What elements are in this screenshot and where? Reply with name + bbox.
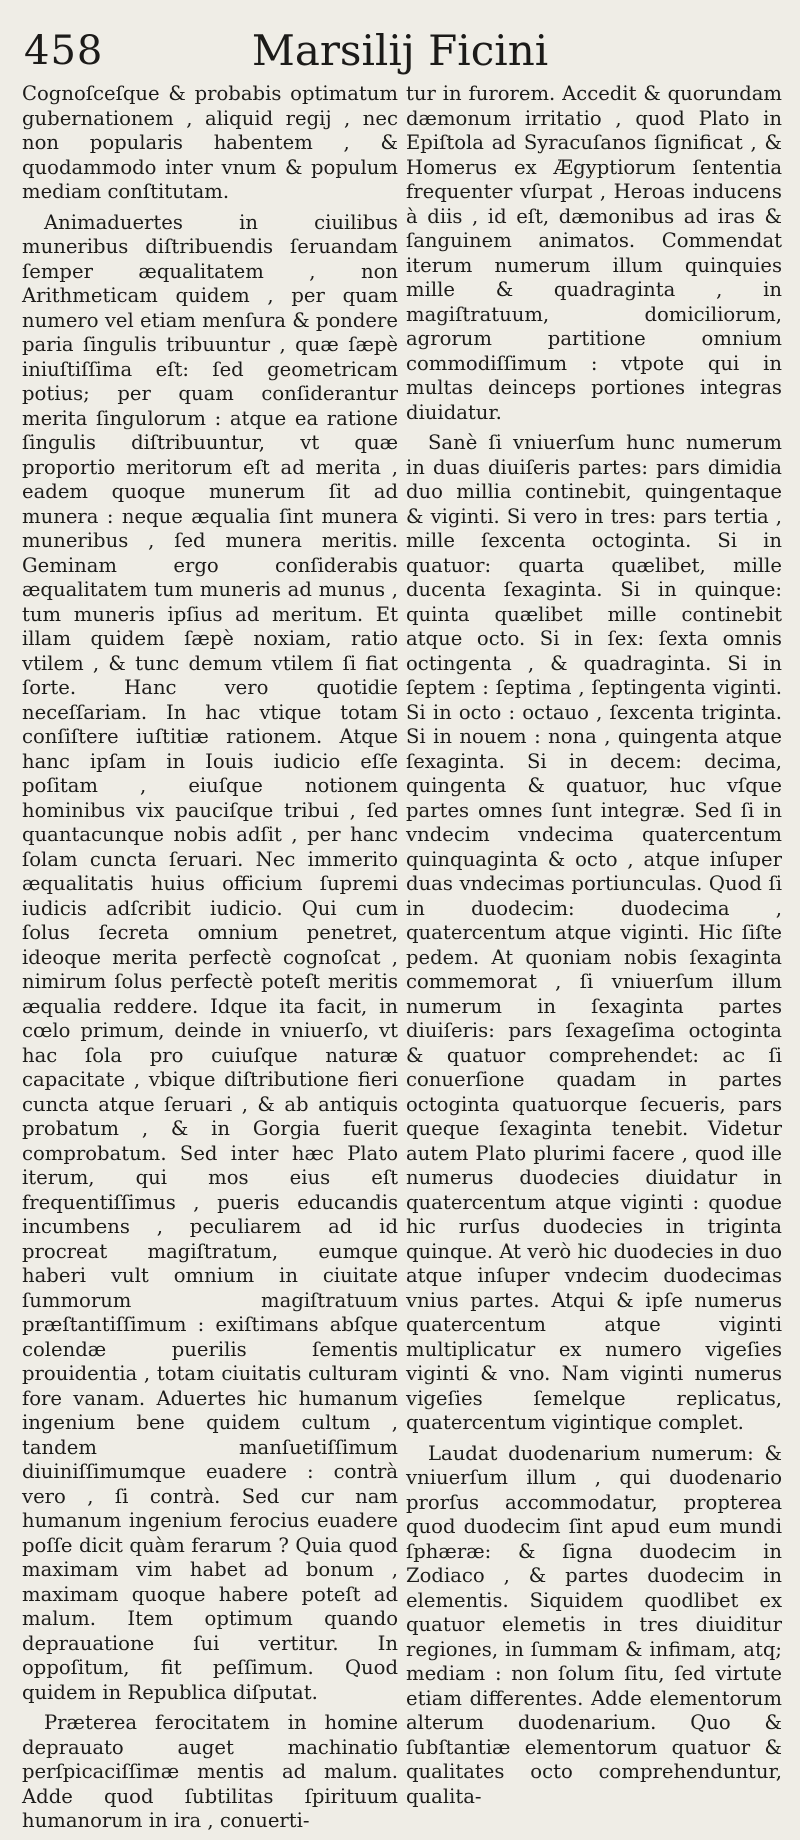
paragraph: Animaduertes in ciuilibus muneribus diſtribuendis ſeruandam ſemper æqualitatem , non Arithmeticam quidem , per quam numero vel etiam menſura & pondere paria ſingulis tribuuntur , quæ ſæpè iniuſtiſſima eſt: ſed geometricam potius; per quam conſiderantur merita ſingulorum : atque ea ratione ſingulis diſtribuuntur, vt quæ proportio meritorum eſt ad merita , eadem quoque munerum ſit ad munera : neque æqualia ſint munera muneribus , ſed munera meritis. Geminam ergo conſiderabis æqualitatem tum muneris ad munus , tum muneris ipſius ad meritum. Et illam quidem ſæpè noxiam, ratio vtilem , & tunc demum vtilem ſi fiat ſorte. Hanc vero quotidie neceſſariam. In hac vtique totam conſiſtere iuſtitiæ rationem. Atque hanc ipſam in Iouis iudicio eſſe poſitam , eiuſque notionem hominibus vix pauciſque tribui , ſed quantacunque nobis adſit , per hanc ſolam cuncta ſeruari. Nec immerito æqualitatis huius officium ſupremi iudicis adſcribit iudicio. Qui cum ſolus ſecreta omnium penetret, ideoque merita perfectè cognoſcat , nimirum ſolus perfectè poteſt meritis æqualia reddere. Idque ita facit, in cœlo primum, deinde in vniuerſo, vt hac ſola pro cuiuſque naturæ capacitate , vbique diſtributione fieri cuncta atque ſeruari , & ab antiquis probatum , & in Gorgia fuerit comprobatum. Sed inter hæc Plato iterum, qui mos eius eſt frequentiſſimus , pueris educandis incumbens , peculiarem ad id procreat magiſtratum, eumque haberi vult omnium in ciuitate ſummorum magiſtratuum præſtantiſſimum : exiſtimans abſque colendæ puerilis ſementis prouidentia , totam ciuitatis culturam fore vanam. Aduertes hic humanum ingenium bene quidem cultum , tandem manſuetiſſimum diuiniſſimumque euadere : contrà vero , ſi contrà. Sed cur nam humanum ingenium ferocius euadere poſſe dicit quàm ferarum ? Quia quod maximam vim habet ad bonum , maximam quoque habere poteſt ad malum. Item optimum quando deprauatione ſui vertitur. In oppoſitum, fit peſſimum. Quod quidem in Republica diſputat. <box>22 210 398 1704</box>
paragraph: Sanè ſi vniuerſum hunc numerum in duas diuiſeris partes: pars dimidia duo millia continebit, quingentaque & viginti. Si vero in tres: pars tertia , mille ſexcenta octoginta. Si in quatuor: quarta quælibet, mille ducenta ſexaginta. Si in quinque: quinta quælibet mille continebit atque octo. Si in ſex: ſexta omnis octingenta , & quadraginta. Si in ſeptem : ſeptima , ſeptingenta viginti. Si in octo : octauo , ſexcenta triginta. Si in nouem : nona , quingenta atque ſexaginta. Si in decem: decima, quingenta & quatuor, huc vſque partes omnes ſunt integræ. Sed ſi in vndecim vndecima quatercentum quinquaginta & octo , atque inſuper duas vndecimas portiunculas. Quod ſi in duodecim: duodecima , quatercentum atque viginti. Hic ſiſte pedem. At quoniam nobis ſexaginta commemorat , ſi vniuerſum illum numerum in ſexaginta partes diuiſeris: pars ſexageſima octoginta & quatuor comprehendet: ac ſi conuerſione quadam in partes octoginta quatuorque ſecueris, pars queque ſexaginta tenebit. Videtur autem Plato plurimi facere , quod ille numerus duodecies diuidatur in quatercentum atque viginti : quodue hic rurſus duodecies in triginta quinque. At verò hic duodecies in duo atque inſuper vndecim duodecimas vnius partes. Atqui & ipſe numerus quatercentum atque viginti multiplicatur ex numero vigeſies viginti & vno. Nam viginti numerus vigeſies ſemelque replicatus, quatercentum vigintique complet. <box>406 431 782 1434</box>
page-number: 458 <box>24 28 104 74</box>
paragraph: Laudat duodenarium numerum: & vniuerſum illum , qui duodenario prorſus accommodatur, propterea quod duodecim ſint apud eum mundi ſphæræ: & ſigna duodecim in Zodiaco , & partes duodecim in elementis. Siquidem quodlibet ex quatuor elemetis in tres diuiditur regiones, in ſummam & infimam, atq; mediam : non ſolum ſitu, ſed virtute etiam differentes. Adde elementorum alterum duodenarium. Quo & ſubſtantiæ elementorum quatuor & qualitates octo comprehenduntur, qualita- <box>406 1441 782 1808</box>
left-column <box>22 82 398 1840</box>
paragraph: tur in furorem. Accedit & quorundam dæmonum irritatio , quod Plato in Epiſtola ad Syracuſanos ſignificat , & Homerus ex Ægyptiorum ſententia frequenter vſurpat , Heroas inducens à diis , id eſt, dæmonibus ad iras & ſanguinem animatos. Commendat iterum numerum illum quinquies mille & quadraginta , in magiſtratuum, domiciliorum, agrorum partitione omnium commodiſſimum : vtpote qui in multas deinceps portiones integras diuidatur. <box>406 82 782 424</box>
running-title: Marsilij Ficini <box>251 26 549 75</box>
paragraph: Præterea ferocitatem in homine deprauato auget machinatio perſpicaciſſimæ mentis ad malum. Adde quod ſubtilitas ſpirituum humanorum in ira , conuerti- <box>22 1711 398 1832</box>
right-column <box>406 82 782 1815</box>
paragraph: Cognoſceſque & probabis optimatum gubernationem , aliquid regij , nec non popularis habentem , & quodammodo inter vnum & populum mediam conſtitutam. <box>22 82 398 203</box>
